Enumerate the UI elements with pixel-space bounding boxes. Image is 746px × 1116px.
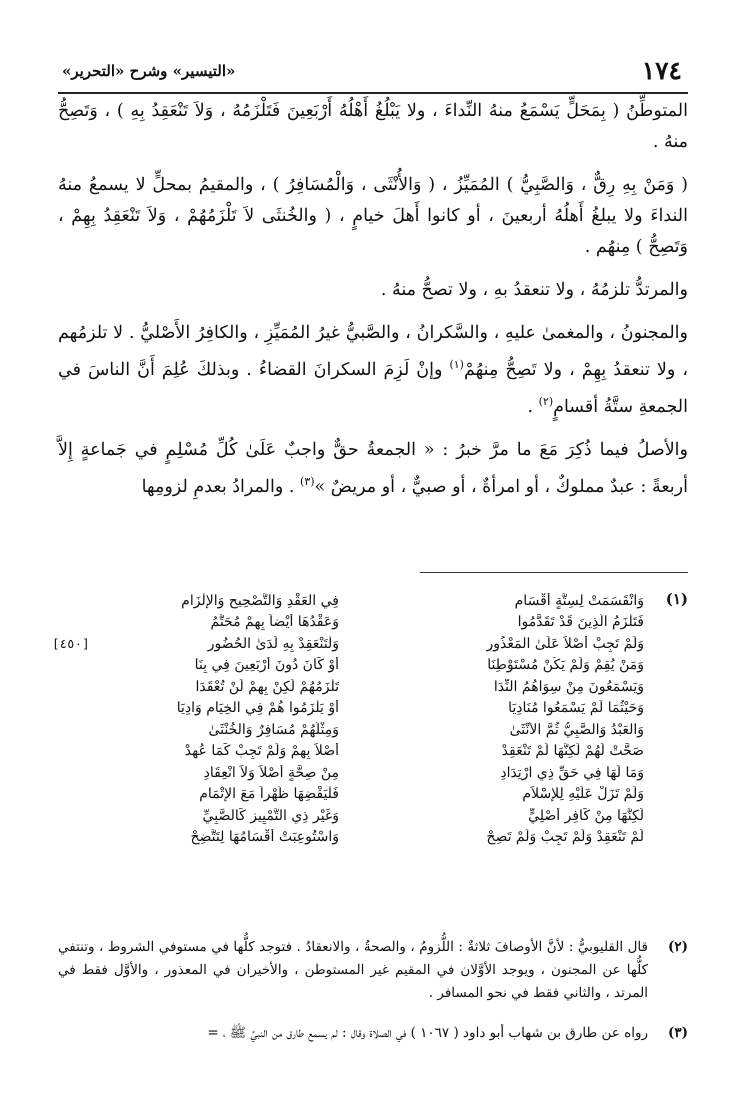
verse-second-half: أَصْلاً بِهِمْ وَلَمْ تَجِبْ كَمَا عُهِدْ bbox=[184, 743, 339, 760]
paragraph bbox=[58, 170, 688, 263]
page-header bbox=[58, 52, 688, 94]
verse-second-half: مِنْ صِحَّةٍ أَصْلاً وَلاَ انْعِقَادِ bbox=[203, 764, 339, 781]
footnote bbox=[58, 936, 688, 1005]
verse-row bbox=[50, 741, 652, 763]
paragraph bbox=[58, 96, 688, 158]
paragraph-text: . bbox=[527, 396, 539, 417]
verse-row bbox=[50, 676, 652, 698]
verse-second-half bbox=[50, 636, 355, 652]
verse-second-half: وَغَيْرِ ذِي التَّمْيِيزِ كَالصَّبِيِّ bbox=[202, 807, 339, 824]
footnote-number: (١) bbox=[665, 590, 688, 608]
verse-second-half: وَاسْتُوعِبَتْ أَقْسَامُهَا لِتَتَّضِحْ bbox=[190, 829, 339, 846]
paragraph-text: والأصلُ فيما ذُكِرَ مَعَ ما مرَّ خبرُ : « الجمعةُ حقٌّ واجبٌ عَلَىٰ كُلِّ مُسْلِمٍ في جَماعةٍ إِلاَّ أربعةً : عبدٌ مملوكٌ ، أو امرأةٌ ، أو صبيٌّ ، أو مريضٌ » bbox=[58, 439, 688, 497]
verse-first-half: وَلَمْ تَزَلْ عَلَيْهِ لِلإِسْلاَمِ bbox=[522, 786, 644, 803]
paragraph-text: وإنْ لَزِمَ السكرانَ القضاءُ . وبذلكَ عُلِمَ أَنَّ الناسَ في الجمعةِ ستَّةُ أقسامٍ bbox=[58, 359, 688, 417]
verse-row bbox=[50, 827, 652, 849]
verse-row bbox=[50, 762, 652, 784]
paragraph-text: . والمرادُ بعدمِ لزومِها bbox=[141, 476, 301, 497]
paragraph-text: والمجنونُ ، والمغمىٰ عليهِ ، والسَّكرانُ ، والصَّبيُّ غيرُ المُمَيِّزِ ، والكافِرُ الأَصْليُّ . لا تلزمُهم ، ولا تنعقدُ بِهِمْ ، ولا تَصِحُّ مِنهُمْ bbox=[58, 323, 689, 380]
verse-first-half: صَحَّتْ لَهُمْ لَكِنَّهَا لَمْ تَنْعَقِدْ bbox=[501, 743, 644, 760]
verse-first-half: فَتَلْزَمُ الَّذِينَ قَدْ تَقَدَّمُوا bbox=[517, 614, 644, 631]
verse-first-half: وَلَمْ تَجِبْ أَصْلاً عَلَىٰ المَعْذُورِ bbox=[486, 635, 644, 652]
verse-row bbox=[50, 805, 652, 827]
verse-first-half: وَمَنْ يُقِمْ وَلَمْ يَكُنْ مُسْتَوْطِنَا bbox=[487, 657, 644, 674]
verse-number-marker: [٤٥٠] bbox=[52, 635, 90, 651]
verse-row bbox=[50, 612, 652, 634]
verse-row bbox=[50, 698, 652, 720]
verse-second-half: أَوْ كَانَ دُونَ أَرْبَعِينَ فِي بِنَا bbox=[194, 657, 339, 674]
footnote-text: قال القليوبيُّ : لأنَّ الأوصافَ ثلاثةٌ : اللُّزومُ ، والصحةُ ، والانعقادُ . فتوجد كلُّها في مستوفي الشروط ، وتنتفي كلُّها عن المجنون ، ويوجد الأوَّلان في المقيم غير المستوطن ، والأخيران في المعذور ، والأوَّل فقط في المرتد ، والثاني فقط في نحو المسافر . bbox=[58, 939, 648, 1001]
verse-second-half: وَعَقْدُهَا أَيْضاً بِهِمْ مُحَتَّمُ bbox=[210, 614, 339, 631]
page-number: ١٧٤ bbox=[641, 56, 682, 85]
paragraph bbox=[58, 435, 688, 503]
verse-first-half: وَمَا لَهَا فِي حَقِّ ذِي ارْتِدَادِ bbox=[500, 764, 644, 781]
verse-second-half: تَلْزَمُهُمْ لَكِنْ بِهِمْ لَنْ تُعْقَدَا bbox=[195, 678, 339, 695]
verse-row bbox=[50, 590, 652, 612]
poem-verses bbox=[50, 590, 652, 848]
footnote-number: (٢) bbox=[667, 939, 688, 955]
paragraph bbox=[58, 275, 688, 306]
verse-second-half: أَوْ يَلْزَمُوا هُمْ فِي الخِيَامِ وَادِيَا bbox=[176, 700, 339, 717]
verse-first-half: وَانْقَسَمَتْ لِسِتَّةٍ أَقْسَامِ bbox=[514, 592, 644, 609]
footnote-separator bbox=[420, 572, 688, 573]
main-text bbox=[58, 96, 688, 502]
footnote-number: (٣) bbox=[667, 1025, 688, 1041]
footnote-ref[interactable]: (١) bbox=[449, 358, 464, 371]
verse-second-half: وَمِثْلُهُمْ مُسَافِرٌ وَالخُنْثَىٰ bbox=[208, 721, 339, 738]
paragraph-text: المتوطِّنُ ( بِمَحَلٍّ يَسْمَعُ منهُ النِّداءَ ، ولا يَبْلُغُ أَهْلُهُ أَرْبَعِينَ فَتَلْزَمُهُ ، وَلاَ تَنْعَقِدُ بِهِ ) ، وَتَصِحُّ منهُ . bbox=[58, 101, 688, 152]
verse-second-half: فَلْيَقْضِهَا ظُهْراً مَعَ الإِتْمَامِ bbox=[199, 786, 339, 803]
paragraph-text: والمرتدُّ تلزمُهُ ، ولا تنعقدُ بهِ ، ولا تصحُّ منهُ . bbox=[380, 280, 688, 300]
verse-text: وَلْتَنْعَقِدْ بِهِ لَدَىٰ الحُضُورِ bbox=[207, 635, 339, 652]
footnote bbox=[58, 1022, 688, 1045]
verse-row bbox=[50, 633, 652, 655]
verse-row bbox=[50, 719, 652, 741]
verse-first-half: وَالعَبْدُ وَالصَّبِيُّ ثُمَّ الأُنْثَىٰ bbox=[509, 721, 644, 738]
verse-first-half: لَمْ تَنْعَقِدْ وَلَمْ تَجِبْ وَلَمْ تَصِحْ bbox=[486, 829, 644, 846]
verse-first-half: وَيَسْمَعُونَ مِنْ سِوَاهُمُ النِّدَا bbox=[493, 678, 644, 695]
verse-row bbox=[50, 655, 652, 677]
paragraph bbox=[58, 318, 688, 423]
verse-row bbox=[50, 784, 652, 806]
footnote-ref[interactable]: (٢) bbox=[538, 394, 554, 408]
verse-first-half: لَكِنَّهَا مِنْ كَافِرٍ أَصْلِيٍّ bbox=[528, 807, 644, 824]
verse-first-half: وَحَيْثُمَا لَمْ يَسْمَعُوا مُنَادِيَا bbox=[508, 700, 644, 717]
footnote-text: رواه عن طارق بن شهاب أبو داود ( ١٠٦٧ ) في الصلاة وقال : لم يسمع طارق من النبيِّ ﷺ ، = bbox=[207, 1025, 648, 1041]
paragraph-text: ( وَمَنْ بِهِ رِقٌّ ، وَالصَّبِيُّ ) المُمَيِّزُ ، ( وَالأُنْثَى ، وَالْمُسَافِرُ ) ، والمقيمُ بمحلٍّ لا يسمعُ منهُ النداءَ ولا يبلغُ أَهلُهُ أربعينَ ، أو كانوا أَهلَ خيامٍ ، ( والخُنثَى لاَ تَلْزَمُهُمْ ، وَلاَ تَنْعَقِدُ بِهِمْ ، وَتَصِحُّ ) مِنهُم . bbox=[58, 175, 688, 257]
footnote-ref[interactable]: (٣) bbox=[300, 474, 315, 488]
running-title: «التيسير» وشرح «التحرير» bbox=[62, 62, 236, 80]
verse-second-half: فِي العَقْدِ وَالتَّصْحِيحِ وَالإِلْزَامِ bbox=[181, 592, 339, 609]
poem-footnote bbox=[50, 590, 688, 932]
